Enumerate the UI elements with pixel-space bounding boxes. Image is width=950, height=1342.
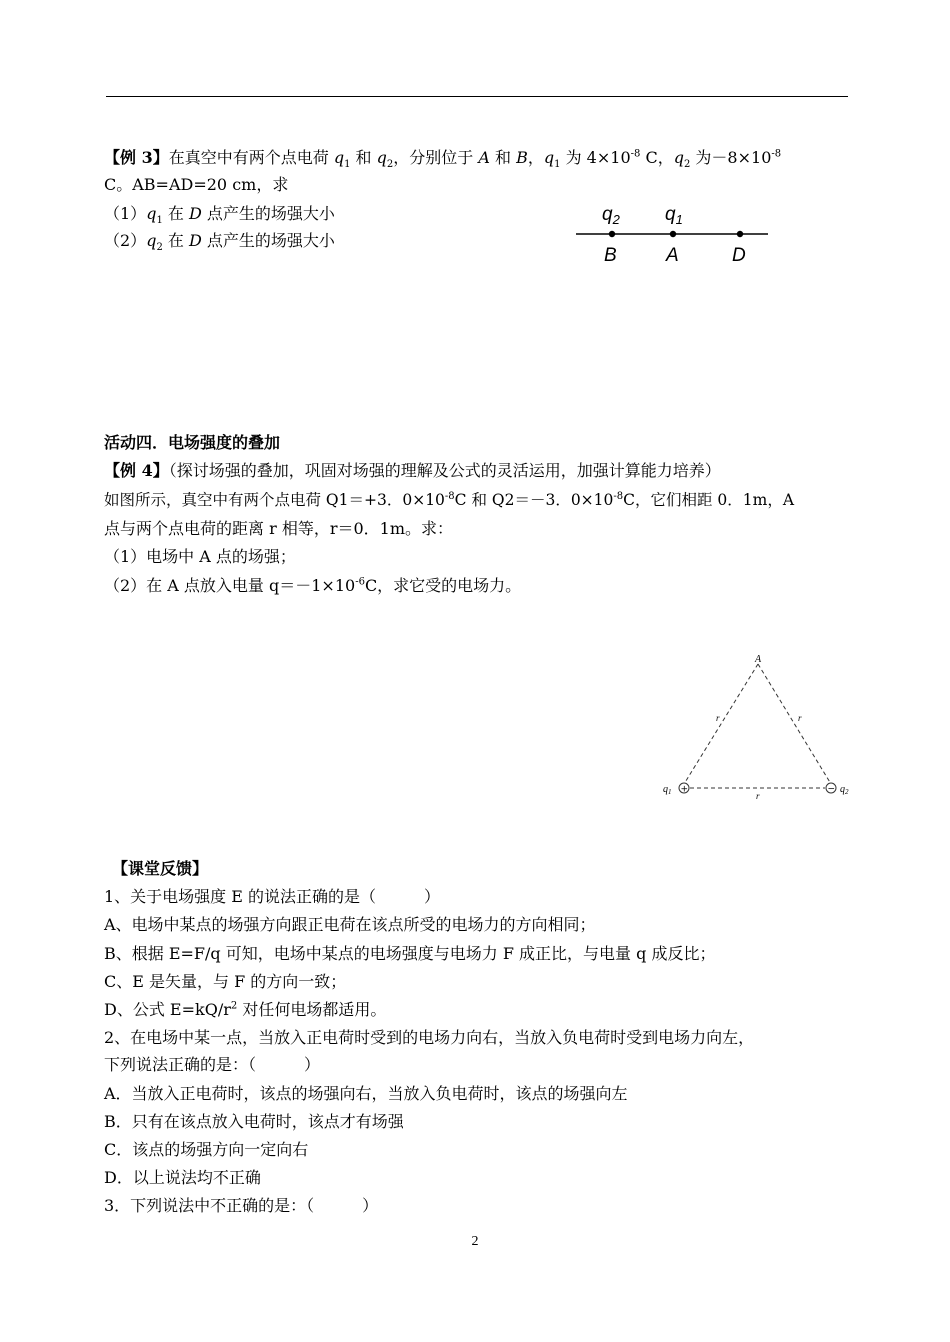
point-D [737,231,743,237]
feedback-q2-a: A．当放入正电荷时，该点的场强向右，当放入负电荷时，该点的场强向左 [104,1084,628,1103]
feedback-q3-stem: 3．下列说法中不正确的是：（ ） [104,1196,379,1215]
triangle-label-q1: $q_1$ [663,784,672,796]
example3-part1: $(1)q_1$ 在 D 点产生的场强大小 [104,204,335,227]
feedback-q1-c: C、E 是矢量，与 F 的方向一致； [104,972,347,991]
label-q2: $q_2$ [602,204,620,227]
triangle-label-q2: $q_2$ [840,784,849,796]
activity4-heading: 活动四．电场强度的叠加 [104,433,281,452]
feedback-q2-stem2: 下列说法正确的是：（ ） [104,1055,321,1074]
minus-sign: − [827,784,836,795]
label-B: B [604,245,617,266]
side-left [684,664,758,784]
charges-line-figure [570,200,780,270]
label-A: A [666,245,679,266]
feedback-q1-b: B、根据 E=F/q 可知，电场中某点的电场强度与电场力 F 成正比，与电量 q 成反比； [104,944,716,963]
side-right [758,664,831,784]
feedback-heading: 【课堂反馈】 [112,859,209,878]
point-A [670,231,676,237]
label-r-bottom: r [756,791,760,801]
feedback-q2-b: B．只有在该点放入电荷时，该点才有场强 [104,1112,404,1131]
feedback-q2-stem1: 2、在电场中某一点，当放入正电荷时受到的电场力向右，当放入负电荷时受到电场力向左， [104,1028,755,1047]
label-D: D [732,245,746,266]
example4-line2: 如图所示，真空中有两个点电荷 Q1＝+3．$0\times 10^{-8}C$ 和 Q2＝－3．$0\times 10^{-8}C$，它们相距 0．1m，A [104,490,795,509]
example-label: 【例 3】 [104,148,169,167]
feedback-q2-d: D．以上说法均不正确 [104,1168,261,1187]
feedback-q1-a: A、电场中某点的场强方向跟正电荷在该点所受的电场力的方向相同； [104,915,596,934]
point-B [609,231,615,237]
feedback-q1-stem: 1、关于电场强度 E 的说法正确的是（ ） [104,887,441,906]
label-q1: $q_1$ [665,204,683,227]
example4-line3: 点与两个点电荷的距离 r 相等，r＝0．1m。求： [104,519,454,538]
plus-sign: + [680,784,689,795]
example3-part2: $(2)q_2$ 在 D 点产生的场强大小 [104,231,335,254]
triangle-label-A: A [755,654,762,665]
example-label: 【例 4】 [104,461,169,480]
page-number: 2 [471,1234,479,1249]
example4-q2: （2）在 A 点放入电量 $q=-1\times 10^{-6}C$，求它受的电场力。 [104,576,522,595]
label-r-left: r [716,713,720,723]
header-rule [106,96,848,97]
example3-line2: C。AB=AD=20 cm，求 [104,175,289,194]
feedback-q2-c: C．该点的场强方向一定向右 [104,1140,309,1159]
label-r-right: r [798,713,802,723]
feedback-q1-d: D、公式 $E=kQ/r^2$ 对任何电场都适用。 [104,1000,387,1019]
example4-q1: （1）电场中 A 点的场强； [104,547,296,566]
example3-line1: 【例 3】在真空中有两个点电荷 $q_1$ 和 $q_2$，分别位于 A 和 B，$q_1$ 为 $4\times 10^{-8}$ C，$q_2$ 为$-8\times 10^{-8}$ [104,148,782,171]
example4-line1: 【例 4】（探讨场强的叠加，巩固对场强的理解及公式的灵活运用，加强计算能力培养） [104,461,721,480]
triangle-figure [660,648,860,803]
